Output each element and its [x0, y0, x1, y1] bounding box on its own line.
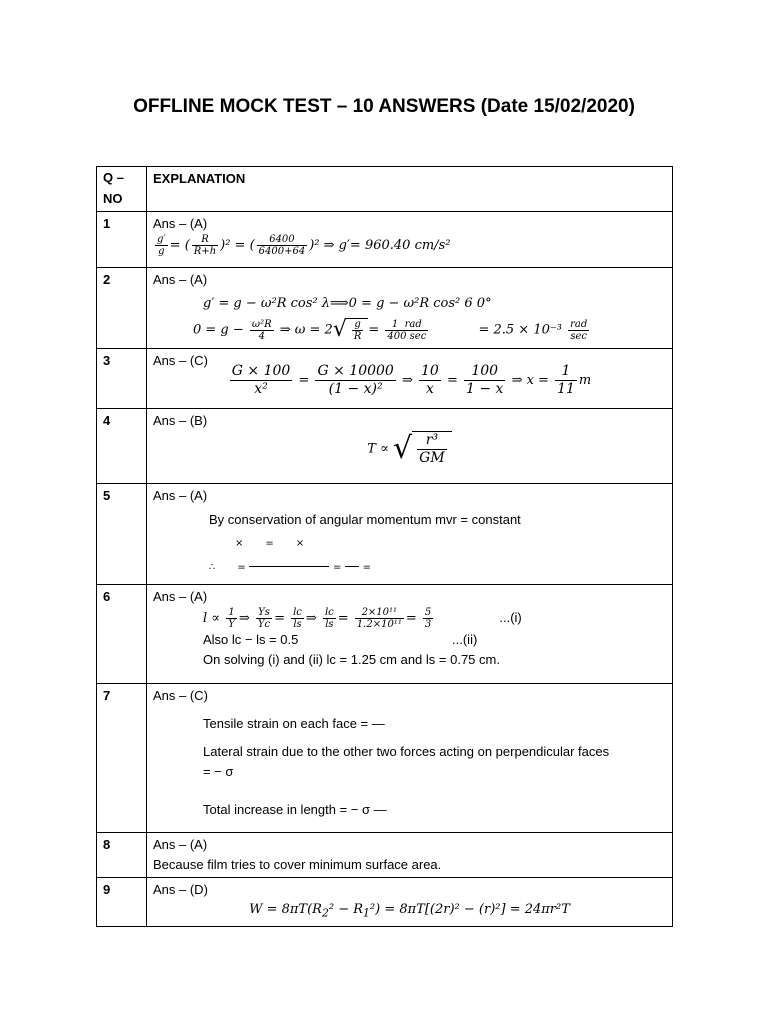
question-number: 8 — [97, 833, 147, 878]
explanation-cell — [147, 684, 673, 833]
table-row — [97, 878, 673, 927]
answer-label: Ans – (C) — [153, 688, 208, 703]
answer-label: Ans – (A) — [153, 488, 208, 503]
answer-label: Ans – (A) — [153, 272, 208, 287]
explanation-text — [153, 630, 666, 650]
answer-label: Ans – (B) — [153, 413, 208, 428]
explanation-cell — [147, 212, 673, 268]
question-number: 5 — [97, 484, 147, 585]
cross-marks: × = × — [235, 538, 305, 549]
table-row — [97, 212, 673, 268]
cross-marks: ∴ = = = — [209, 562, 372, 573]
answers-table — [96, 166, 673, 927]
table-row — [97, 268, 673, 349]
table-row — [97, 833, 673, 878]
question-number: 2 — [97, 268, 147, 349]
header-qno: Q – NO — [97, 167, 147, 212]
table-row — [97, 484, 673, 585]
question-number: 4 — [97, 409, 147, 484]
answer-label: Ans – (A) — [153, 837, 208, 852]
explanation-cell — [147, 878, 673, 927]
explanation-cell — [147, 833, 673, 878]
explanation-text: On solving (i) and (ii) lc = 1.25 cm and ls = 0.75 cm. — [203, 652, 500, 667]
table-row — [97, 585, 673, 684]
equation: $\frac{G \times 100}{\text{x²}}$ = $\frac{G \times 10000}{\text{(1 − x)²}}$ ⇒ $\frac{10}{x}$ = $\frac{100}{1 - x}$ ⇒ x = $\frac{1}{11}$ m — [231, 363, 592, 397]
explanation-cell — [147, 409, 673, 484]
explanation-text: By conservation of angular momentum mvr = constant — [209, 512, 521, 527]
table-header-row — [97, 167, 673, 212]
equation-ref: ...(ii) — [452, 632, 478, 647]
page-title: OFFLINE MOCK TEST – 10 ANSWERS (Date 15/02/2020) — [133, 96, 635, 117]
equation-ref: ...(i) — [499, 610, 522, 625]
answer-label: Ans – (A) — [153, 216, 208, 231]
explanation-cell — [147, 484, 673, 585]
explanation-text: Lateral strain due to the other two forces acting on perpendicular faces — [203, 744, 610, 759]
question-number: 3 — [97, 349, 147, 409]
equation: T ∝ √ $\frac{\text{r³}}{GM}$ — [153, 431, 666, 467]
explanation-cell — [147, 585, 673, 684]
answer-label: Ans – (D) — [153, 882, 208, 897]
equation: $\frac{g'}{g}$ = ( $\frac{R}{R+h}$ )² = ( $\frac{6400}{6400+64}$ )² ⇒ g′= 960.40 cm/s² — [157, 234, 451, 257]
answer-label: Ans – (A) — [153, 589, 208, 604]
table-row — [97, 349, 673, 409]
table-row — [97, 409, 673, 484]
table-row — [97, 684, 673, 833]
question-number: 9 — [97, 878, 147, 927]
explanation-text: = − σ — [203, 764, 234, 779]
equation: $W = 8\pi T(R_2^2 - R_1^2) = 8\pi T[(2r)^2 - (r)^2] = 24\pi r^2T$ — [249, 902, 570, 920]
explanation-cell — [147, 268, 673, 349]
explanation-text: Because film tries to cover minimum surface area. — [153, 857, 442, 872]
header-explanation: EXPLANATION — [147, 167, 673, 212]
question-number: 6 — [97, 585, 147, 684]
question-number: 7 — [97, 684, 147, 833]
equation: g′ = g − ω²R cos² λ⟹0 = g − ω²R cos² 6 0° — [203, 296, 492, 311]
equation: l ∝ $\frac{1}{Y}$ ⇒ $\frac{Ys}{Yc}$ = $\frac{lc}{ls}$ ⇒ $\frac{lc}{ls}$ = $\frac{\text{2×10¹¹}}{\text{1.2×10¹¹}}$ = $\frac{5}{3}$ ...(i) — [203, 607, 522, 630]
equation: Also lc − ls = 0.5 — [203, 632, 299, 647]
explanation-text: Total increase in length = − σ — — [203, 802, 387, 817]
question-number: 1 — [97, 212, 147, 268]
explanation-cell — [147, 349, 673, 409]
answer-label: Ans – (C) — [153, 353, 208, 368]
explanation-text: Tensile strain on each face = — — [203, 716, 385, 731]
equation: 0 = g − $\frac{\text{ω²R}}{4}$ ⇒ ω = 2√ $\frac{g}{R}$ = $\frac{\text{1 rad}}{400 \sec}$ = 2.5 × 10⁻³ $\frac{\text{rad}}{\sec}$ — [193, 317, 588, 342]
